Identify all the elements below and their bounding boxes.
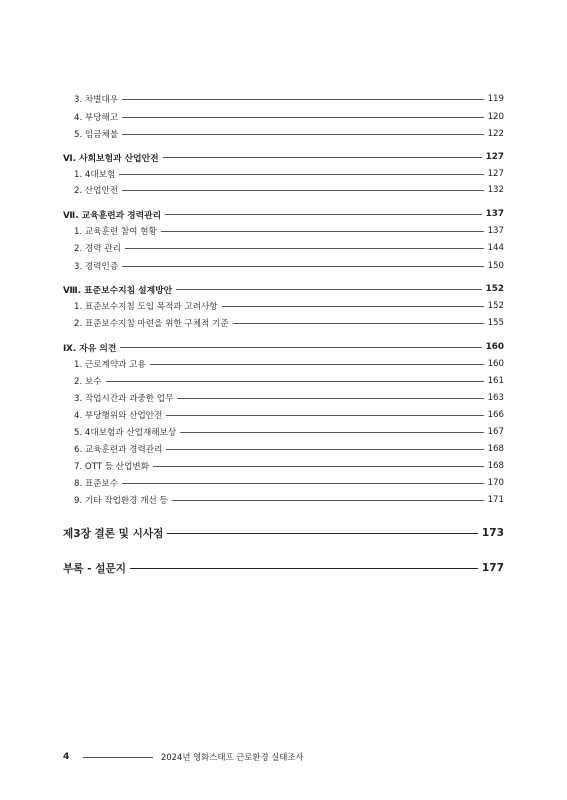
toc-section-entry[interactable]: [63, 207, 504, 221]
dot-leader: [233, 323, 484, 324]
toc-entry-label: Ⅶ. 교육훈련과 경력관리: [63, 210, 162, 221]
toc-entry-label: 제3장 결론 및 시사점: [63, 527, 164, 540]
toc-entry[interactable]: [74, 425, 504, 439]
toc-entry-label: Ⅷ. 표준보수지침 설계방안: [63, 285, 173, 296]
dot-leader: [119, 174, 483, 175]
toc-entry[interactable]: [74, 259, 504, 273]
toc-section-entry[interactable]: [63, 150, 504, 164]
toc-entry-label: 2. 보수: [74, 377, 102, 387]
toc-entry-page: 137: [487, 226, 504, 236]
dot-leader: [122, 266, 483, 267]
dot-leader: [222, 306, 484, 307]
toc-entry[interactable]: [74, 92, 504, 106]
toc-entry-label: 3. 경력인증: [74, 262, 119, 272]
toc-entry-page: 127: [487, 169, 504, 179]
toc-entry-page: 152: [485, 284, 504, 294]
toc-entry-page: 137: [485, 209, 504, 219]
toc-entry-page: 173: [481, 527, 504, 539]
toc-entry[interactable]: [74, 316, 504, 330]
footer-title: 2024년 영화스태프 근로환경 실태조사: [161, 752, 304, 762]
toc-entry-label: 4. 부당행위와 산업안전: [74, 411, 163, 421]
dot-leader: [150, 364, 484, 365]
toc-entry-page: 120: [487, 112, 504, 122]
toc-entry[interactable]: [74, 476, 504, 490]
toc-entry[interactable]: [74, 110, 504, 124]
dot-leader: [122, 99, 483, 100]
toc-entry-page: 163: [487, 393, 504, 403]
toc-entry[interactable]: [74, 224, 504, 238]
dot-leader: [120, 347, 481, 348]
dot-leader: [176, 289, 481, 290]
toc-chapter-entry[interactable]: [63, 524, 504, 542]
dot-leader: [180, 432, 483, 433]
toc-entry-label: 1. 근로계약과 고용: [74, 360, 146, 370]
toc-entry-label: 부록 - 설문지: [63, 562, 126, 575]
dot-leader: [161, 231, 484, 232]
toc-section-entry[interactable]: [63, 340, 504, 354]
dot-leader: [177, 398, 483, 399]
toc-entry-label: 2. 경력 관리: [74, 244, 121, 254]
toc-entry-label: 5. 4대보험과 산업재해보상: [74, 428, 177, 438]
toc-entry-label: 1. 표준보수지침 도입 목적과 고려사항: [74, 302, 218, 312]
toc-entry[interactable]: [74, 357, 504, 371]
toc-entry[interactable]: [74, 493, 504, 507]
toc-entry-page: 171: [487, 495, 504, 505]
toc-entry-label: 1. 교육훈련 참여 현황: [74, 227, 157, 237]
toc-entry-label: 3. 차별대우: [74, 95, 119, 105]
dot-leader: [106, 381, 484, 382]
toc-entry[interactable]: [74, 391, 504, 405]
dot-leader: [163, 157, 482, 158]
toc-entry[interactable]: [74, 374, 504, 388]
toc-entry-page: 170: [487, 478, 504, 488]
dot-leader: [125, 248, 484, 249]
toc-entry-label: 2. 산업안전: [74, 186, 119, 196]
dot-leader: [122, 483, 483, 484]
dot-leader: [167, 533, 478, 534]
toc-entry-label: 3. 작업시간과 과중한 업무: [74, 394, 174, 404]
dot-leader: [166, 415, 483, 416]
toc-entry-page: 122: [487, 129, 504, 139]
toc-entry[interactable]: [74, 442, 504, 456]
toc-entry-page: 150: [487, 261, 504, 271]
toc-entry-page: 160: [485, 342, 504, 352]
toc-entry-label: 6. 교육훈련과 경력관리: [74, 445, 163, 455]
toc-chapter-entry[interactable]: [63, 559, 504, 577]
toc-entry-label: Ⅵ. 사회보험과 산업안전: [63, 153, 159, 164]
toc-entry-page: 161: [487, 376, 504, 386]
toc-entry-page: 168: [487, 461, 504, 471]
footer-page-number: 4: [63, 752, 70, 762]
toc-entry-page: 155: [487, 318, 504, 328]
toc-entry-label: 4. 부당해고: [74, 113, 119, 123]
toc-entry-page: 167: [487, 427, 504, 437]
toc-entry-label: 5. 임금체불: [74, 130, 119, 140]
toc-entry-page: 177: [481, 562, 504, 574]
toc-entry-label: 2. 표준보수지침 마련을 위한 구체적 기준: [74, 319, 229, 329]
toc-entry[interactable]: [74, 183, 504, 197]
toc-entry-label: 7. OTT 등 산업변화: [74, 462, 150, 472]
toc-entry-page: 132: [487, 185, 504, 195]
toc-entry[interactable]: [74, 241, 504, 255]
toc-entry-page: 144: [487, 243, 504, 253]
toc-entry-page: 168: [487, 444, 504, 454]
toc-entry[interactable]: [74, 299, 504, 313]
dot-leader: [165, 214, 481, 215]
toc-entry-label: 9. 기타 작업환경 개선 등: [74, 496, 168, 506]
toc-entry-label: Ⅸ. 자유 의견: [63, 343, 117, 354]
page-footer: [63, 750, 363, 764]
toc-entry-page: 166: [487, 410, 504, 420]
dot-leader: [122, 134, 483, 135]
dot-leader: [172, 500, 484, 501]
toc-entry[interactable]: [74, 127, 504, 141]
toc-entry-page: 160: [487, 359, 504, 369]
footer-divider: [83, 757, 153, 758]
toc-section-entry[interactable]: [63, 282, 504, 296]
toc-entry-label: 8. 표준보수: [74, 479, 119, 489]
dot-leader: [130, 568, 478, 569]
toc-entry-page: 127: [485, 152, 504, 162]
toc-entry[interactable]: [74, 167, 504, 181]
dot-leader: [166, 449, 483, 450]
toc-entry-label: 1. 4대보험: [74, 170, 116, 180]
toc-entry[interactable]: [74, 459, 504, 473]
dot-leader: [153, 466, 484, 467]
toc-entry-page: 152: [487, 301, 504, 311]
toc-entry[interactable]: [74, 408, 504, 422]
dot-leader: [122, 117, 483, 118]
toc-entry-page: 119: [487, 94, 504, 104]
dot-leader: [122, 190, 483, 191]
